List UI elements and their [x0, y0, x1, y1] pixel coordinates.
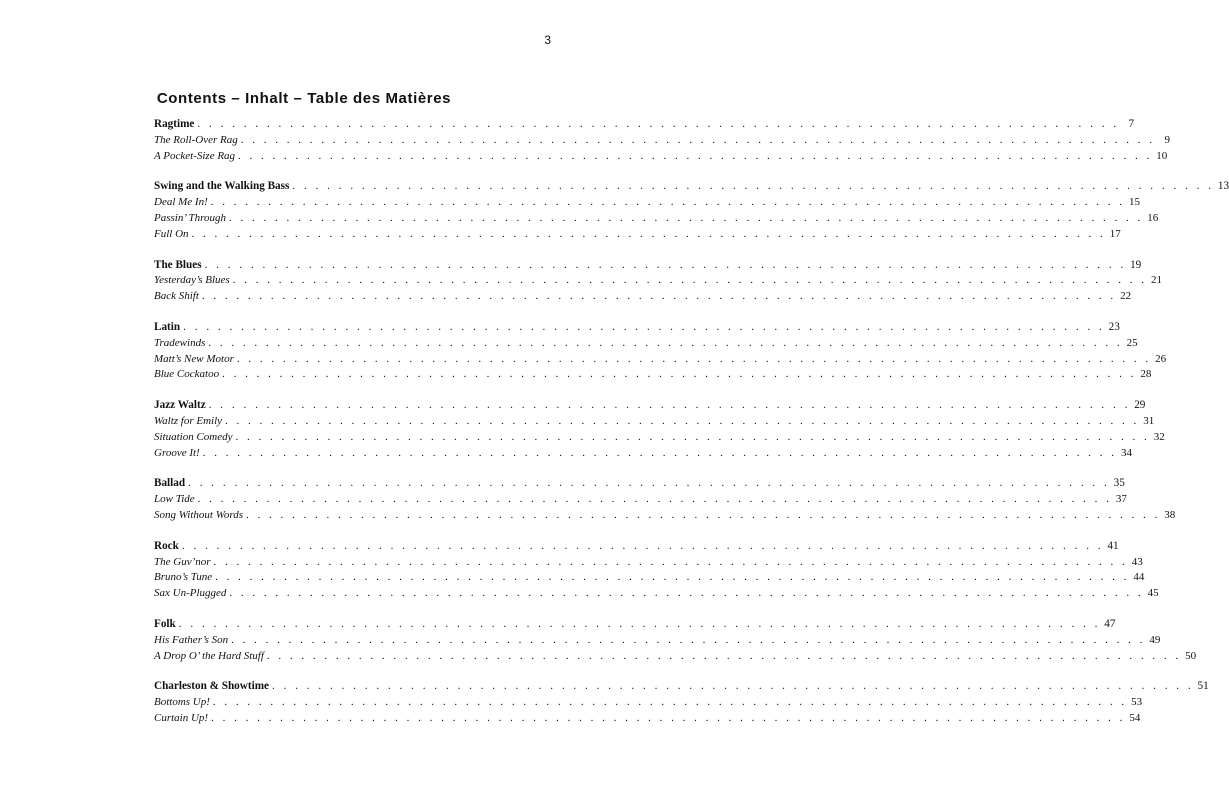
- page-reference: 25: [1126, 336, 1138, 349]
- dot-leader: . . . . . . . . . . . . . . . . . . . . . . . . . . . . . . . . . . . . . . . . . . . . . . . . . . . . . . . . . . . . . . . . . . . . . . . . . . . . . . . .: [292, 180, 1215, 193]
- dot-leader: . . . . . . . . . . . . . . . . . . . . . . . . . . . . . . . . . . . . . . . . . . . . . . . . . . . . . . . . . . . . . . . . . . . . . . . . . . . . . . . .: [208, 399, 1131, 412]
- dot-leader: . . . . . . . . . . . . . . . . . . . . . . . . . . . . . . . . . . . . . . . . . . . . . . . . . . . . . . . . . . . . . . . . . . . . . . . . . . . . . . . .: [188, 477, 1110, 490]
- dot-leader: . . . . . . . . . . . . . . . . . . . . . . . . . . . . . . . . . . . . . . . . . . . . . . . . . . . . . . . . . . . . . . . . . . . . . . . . . . . . . . . .: [232, 274, 1147, 287]
- song-title: Deal Me In!: [154, 196, 208, 209]
- dot-leader: . . . . . . . . . . . . . . . . . . . . . . . . . . . . . . . . . . . . . . . . . . . . . . . . . . . . . . . . . . . . . . . . . . . . . . . . . . . . . . . .: [246, 508, 1161, 521]
- page-reference: 49: [1149, 633, 1161, 646]
- page-reference: 29: [1134, 399, 1146, 412]
- song-title: Matt’s New Motor: [154, 352, 234, 365]
- song-entry-row: [154, 555, 1143, 571]
- song-entry-row: [154, 695, 1143, 711]
- song-title: Bottoms Up!: [154, 696, 210, 709]
- song-entry-row: [154, 289, 1132, 305]
- section-title: The Blues: [154, 258, 202, 271]
- song-entry-row: [154, 711, 1141, 727]
- dot-leader: . . . . . . . . . . . . . . . . . . . . . . . . . . . . . . . . . . . . . . . . . . . . . . . . . . . . . . . . . . . . . . . . . . . . . . . . . . . . . . . .: [178, 617, 1101, 630]
- dot-leader: . . . . . . . . . . . . . . . . . . . . . . . . . . . . . . . . . . . . . . . . . . . . . . . . . . . . . . . . . . . . . . . . . . . . . . . . . . . . . . . .: [266, 649, 1182, 662]
- page-reference: 37: [1115, 493, 1127, 506]
- song-entry-row: [154, 336, 1138, 352]
- page-reference: 17: [1109, 227, 1121, 240]
- page-reference: 23: [1108, 320, 1120, 333]
- page-reference: 35: [1113, 477, 1125, 490]
- song-title: Full On: [154, 227, 189, 240]
- toc-section: [154, 258, 1162, 305]
- section-heading-row: [154, 258, 1142, 274]
- section-title: Rock: [154, 539, 179, 552]
- dot-leader: . . . . . . . . . . . . . . . . . . . . . . . . . . . . . . . . . . . . . . . . . . . . . . . . . . . . . . . . . . . . . . . . . . . . . . . . . . . . . . . .: [238, 149, 1153, 162]
- dot-leader: . . . . . . . . . . . . . . . . . . . . . . . . . . . . . . . . . . . . . . . . . . . . . . . . . . . . . . . . . . . . . . . . . . . . . . . . . . . . . . . .: [213, 555, 1128, 568]
- page-reference: 21: [1150, 274, 1162, 287]
- dot-leader: . . . . . . . . . . . . . . . . . . . . . . . . . . . . . . . . . . . . . . . . . . . . . . . . . . . . . . . . . . . . . . . . . . . . . . . . . . . . . . . .: [236, 352, 1152, 365]
- section-heading-row: [154, 476, 1125, 492]
- dot-leader: . . . . . . . . . . . . . . . . . . . . . . . . . . . . . . . . . . . . . . . . . . . . . . . . . . . . . . . . . . . . . . . . . . . . . . . . . . . . . . . .: [181, 539, 1104, 552]
- dot-leader: . . . . . . . . . . . . . . . . . . . . . . . . . . . . . . . . . . . . . . . . . . . . . . . . . . . . . . . . . . . . . . . . . . . . . . . . . . . . . . . .: [204, 258, 1127, 271]
- page-reference: 41: [1107, 539, 1119, 552]
- toc-section: [154, 320, 1167, 383]
- page-reference: 34: [1120, 446, 1132, 459]
- song-entry-row: [154, 633, 1161, 649]
- song-entry-row: [154, 649, 1197, 665]
- song-entry-row: [154, 508, 1176, 524]
- song-entry-row: [154, 273, 1162, 289]
- section-heading-row: [154, 179, 1229, 195]
- page-reference: 51: [1197, 680, 1209, 693]
- toc-section: [154, 679, 1209, 726]
- page-reference: 32: [1153, 430, 1165, 443]
- song-title: Curtain Up!: [154, 711, 209, 724]
- page-title: Contents – Inhalt – Table des Matières: [156, 90, 452, 107]
- page-reference: 50: [1185, 649, 1197, 662]
- dot-leader: . . . . . . . . . . . . . . . . . . . . . . . . . . . . . . . . . . . . . . . . . . . . . . . . . . . . . . . . . . . . . . . . . . . . . . . . . . . . . . . .: [231, 633, 1146, 646]
- song-title: A Pocket-Size Rag: [154, 149, 236, 162]
- page-reference: 22: [1120, 290, 1132, 303]
- song-entry-row: [154, 446, 1132, 462]
- page-reference: 13: [1217, 180, 1229, 193]
- section-title: Jazz Waltz: [154, 399, 206, 412]
- page-reference: 44: [1133, 571, 1145, 584]
- song-title: Groove It!: [154, 446, 200, 459]
- dot-leader: . . . . . . . . . . . . . . . . . . . . . . . . . . . . . . . . . . . . . . . . . . . . . . . . . . . . . . . . . . . . . . . . . . . . . . . . . . . . . . . .: [197, 493, 1112, 506]
- song-entry-row: [154, 211, 1159, 227]
- section-heading-row: [154, 539, 1119, 555]
- song-entry-row: [154, 133, 1170, 149]
- song-entry-row: [154, 352, 1167, 368]
- page-reference: 9: [1164, 133, 1170, 146]
- dot-leader: . . . . . . . . . . . . . . . . . . . . . . . . . . . . . . . . . . . . . . . . . . . . . . . . . . . . . . . . . . . . . . . . . . . . . . . . . . . . . . . .: [191, 227, 1106, 240]
- page-reference: 47: [1104, 617, 1116, 630]
- dot-leader: . . . . . . . . . . . . . . . . . . . . . . . . . . . . . . . . . . . . . . . . . . . . . . . . . . . . . . . . . . . . . . . . . . . . . . . . . . . . . . . .: [183, 320, 1105, 333]
- song-entry-row: [154, 492, 1127, 508]
- page-number: 3: [544, 33, 551, 47]
- page-reference: 53: [1131, 696, 1143, 709]
- song-entry-row: [154, 414, 1155, 430]
- song-entry-row: [154, 586, 1159, 602]
- song-title: Sax Un-Plugged: [154, 587, 227, 600]
- page-reference: 26: [1155, 352, 1167, 365]
- page-reference: 38: [1164, 508, 1176, 521]
- toc-section: [154, 117, 1170, 164]
- dot-leader: . . . . . . . . . . . . . . . . . . . . . . . . . . . . . . . . . . . . . . . . . . . . . . . . . . . . . . . . . . . . . . . . . . . . . . . . . . . . . . . .: [208, 336, 1123, 349]
- song-title: A Drop O’ the Hard Stuff: [154, 649, 264, 662]
- section-title: Ballad: [154, 477, 186, 490]
- page-reference: 28: [1140, 368, 1152, 381]
- section-title: Folk: [154, 617, 176, 630]
- song-title: Yesterday’s Blues: [154, 274, 230, 287]
- song-title: Song Without Words: [154, 508, 244, 521]
- dot-leader: . . . . . . . . . . . . . . . . . . . . . . . . . . . . . . . . . . . . . . . . . . . . . . . . . . . . . . . . . . . . . . . . . . . . . . . . . . . . . . . .: [229, 587, 1144, 600]
- dot-leader: . . . . . . . . . . . . . . . . . . . . . . . . . . . . . . . . . . . . . . . . . . . . . . . . . . . . . . . . . . . . . . . . . . . . . . . . . . . . . . . .: [215, 571, 1130, 584]
- song-entry-row: [154, 430, 1165, 446]
- song-title: Passin’ Through: [154, 211, 227, 224]
- dot-leader: . . . . . . . . . . . . . . . . . . . . . . . . . . . . . . . . . . . . . . . . . . . . . . . . . . . . . . . . . . . . . . . . . . . . . . . . . . . . . . . .: [271, 680, 1194, 693]
- song-title: Back Shift: [154, 290, 199, 303]
- song-title: Blue Cockatoo: [154, 368, 220, 381]
- song-title: The Roll-Over Rag: [154, 133, 238, 146]
- section-heading-row: [154, 117, 1135, 133]
- dot-leader: . . . . . . . . . . . . . . . . . . . . . . . . . . . . . . . . . . . . . . . . . . . . . . . . . . . . . . . . . . . . . . . . . . . . . . . . . . . . . . . .: [210, 196, 1126, 209]
- section-title: Charleston & Showtime: [154, 680, 269, 693]
- table-of-contents: [154, 117, 1229, 742]
- song-title: Situation Comedy: [154, 430, 233, 443]
- dot-leader: . . . . . . . . . . . . . . . . . . . . . . . . . . . . . . . . . . . . . . . . . . . . . . . . . . . . . . . . . . . . . . . . . . . . . . . . . . . . . . . .: [202, 446, 1117, 459]
- dot-leader: . . . . . . . . . . . . . . . . . . . . . . . . . . . . . . . . . . . . . . . . . . . . . . . . . . . . . . . . . . . . . . . . . . . . . . . . . . . . . . . .: [197, 118, 1120, 130]
- section-title: Ragtime: [154, 118, 195, 130]
- toc-section: [154, 617, 1197, 664]
- page-reference: 15: [1129, 196, 1141, 209]
- toc-section: [154, 179, 1229, 242]
- section-heading-row: [154, 398, 1146, 414]
- dot-leader: . . . . . . . . . . . . . . . . . . . . . . . . . . . . . . . . . . . . . . . . . . . . . . . . . . . . . . . . . . . . . . . . . . . . . . . . . . . . . . . .: [240, 133, 1155, 146]
- song-entry-row: [154, 195, 1141, 211]
- song-title: Tradewinds: [154, 336, 206, 349]
- dot-leader: . . . . . . . . . . . . . . . . . . . . . . . . . . . . . . . . . . . . . . . . . . . . . . . . . . . . . . . . . . . . . . . . . . . . . . . . . . . . . . . .: [225, 414, 1140, 427]
- dot-leader: . . . . . . . . . . . . . . . . . . . . . . . . . . . . . . . . . . . . . . . . . . . . . . . . . . . . . . . . . . . . . . . . . . . . . . . . . . . . . . . .: [211, 711, 1126, 724]
- page-reference: 7: [1128, 118, 1135, 130]
- section-heading-row: [154, 320, 1120, 336]
- section-heading-row: [154, 617, 1116, 633]
- toc-section: [154, 539, 1159, 602]
- page-reference: 31: [1143, 414, 1155, 427]
- page-reference: 16: [1147, 211, 1159, 224]
- section-title: Swing and the Walking Bass: [154, 180, 290, 193]
- toc-section: [154, 398, 1165, 461]
- song-entry-row: [154, 367, 1152, 383]
- dot-leader: . . . . . . . . . . . . . . . . . . . . . . . . . . . . . . . . . . . . . . . . . . . . . . . . . . . . . . . . . . . . . . . . . . . . . . . . . . . . . . . .: [229, 211, 1144, 224]
- song-entry-row: [154, 227, 1121, 243]
- song-title: Waltz for Emily: [154, 414, 223, 427]
- section-title: Latin: [154, 320, 181, 333]
- song-title: Bruno’s Tune: [154, 571, 213, 584]
- dot-leader: . . . . . . . . . . . . . . . . . . . . . . . . . . . . . . . . . . . . . . . . . . . . . . . . . . . . . . . . . . . . . . . . . . . . . . . . . . . . . . . .: [222, 368, 1137, 381]
- page-reference: 54: [1129, 711, 1141, 724]
- song-entry-row: [154, 570, 1145, 586]
- section-heading-row: [154, 679, 1209, 695]
- page-reference: 10: [1156, 149, 1168, 162]
- dot-leader: . . . . . . . . . . . . . . . . . . . . . . . . . . . . . . . . . . . . . . . . . . . . . . . . . . . . . . . . . . . . . . . . . . . . . . . . . . . . . . . .: [235, 430, 1150, 443]
- dot-leader: . . . . . . . . . . . . . . . . . . . . . . . . . . . . . . . . . . . . . . . . . . . . . . . . . . . . . . . . . . . . . . . . . . . . . . . . . . . . . . . .: [201, 290, 1117, 303]
- toc-section: [154, 476, 1176, 523]
- dot-leader: . . . . . . . . . . . . . . . . . . . . . . . . . . . . . . . . . . . . . . . . . . . . . . . . . . . . . . . . . . . . . . . . . . . . . . . . . . . . . . . .: [212, 696, 1128, 709]
- song-entry-row: [154, 149, 1168, 165]
- page-reference: 19: [1130, 258, 1142, 271]
- song-title: His Father’s Son: [154, 633, 229, 646]
- song-title: Low Tide: [154, 493, 195, 506]
- page-reference: 45: [1147, 587, 1159, 600]
- song-title: The Guv’nor: [154, 555, 211, 568]
- page-reference: 43: [1131, 555, 1143, 568]
